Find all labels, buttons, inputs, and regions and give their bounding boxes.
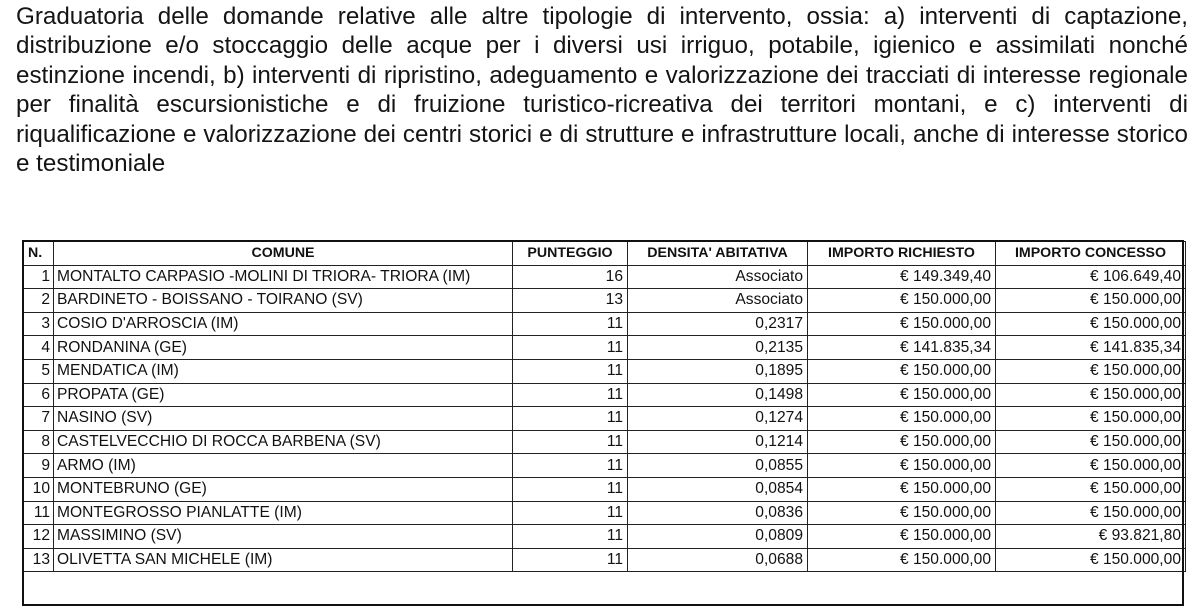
cell-n: 1	[24, 265, 54, 289]
cell-punteggio: 11	[513, 454, 628, 478]
table-row	[24, 454, 1186, 478]
cell-comune: MASSIMINO (SV)	[54, 525, 513, 549]
document-title: Graduatoria delle domande relative alle altre tipologie di intervento, ossia: a) interventi di captazione, distribuzione e/o stoccaggio delle acque per i diversi usi irriguo, potabile, igienico e assimilati nonché estinzione incendi, b) interventi di ripristino, adeguamento e valorizzazione dei tracciati di interesse regionale per finalità escursionistiche e di fruizione turistico-ricreativa dei territori montani, e c) interventi di riqualificazione e valorizzazione dei centri storici e di strutture e infrastrutture locali, anche di interesse storico e testimoniale	[16, 3, 1188, 178]
cell-importo-richiesto: € 150.000,00	[808, 454, 996, 478]
cell-densita: 0,1274	[628, 407, 808, 431]
cell-importo-concesso: € 150.000,00	[996, 359, 1186, 383]
cell-densita: 0,1498	[628, 383, 808, 407]
cell-importo-richiesto: € 150.000,00	[808, 359, 996, 383]
cell-importo-richiesto: € 150.000,00	[808, 383, 996, 407]
cell-importo-concesso: € 93.821,80	[996, 525, 1186, 549]
cell-importo-concesso: € 106.649,40	[996, 265, 1186, 289]
table-header	[24, 242, 1186, 266]
cell-importo-richiesto: € 150.000,00	[808, 548, 996, 572]
table-row	[24, 312, 1186, 336]
header-comune: COMUNE	[54, 242, 513, 266]
cell-densita: 0,1214	[628, 430, 808, 454]
cell-comune: MONTALTO CARPASIO -MOLINI DI TRIORA- TRIORA (IM)	[54, 265, 513, 289]
table-row	[24, 383, 1186, 407]
cell-importo-concesso: € 150.000,00	[996, 501, 1186, 525]
table-row	[24, 430, 1186, 454]
cell-importo-richiesto: € 141.835,34	[808, 336, 996, 360]
header-importo-richiesto: IMPORTO RICHIESTO	[808, 242, 996, 266]
ranking-table	[23, 241, 1186, 572]
cell-punteggio: 11	[513, 430, 628, 454]
cell-comune: MENDATICA (IM)	[54, 359, 513, 383]
header-importo-concesso: IMPORTO CONCESSO	[996, 242, 1186, 266]
cell-densita: 0,0809	[628, 525, 808, 549]
cell-importo-concesso: € 150.000,00	[996, 548, 1186, 572]
table-row	[24, 265, 1186, 289]
cell-importo-concesso: € 150.000,00	[996, 289, 1186, 313]
cell-importo-richiesto: € 150.000,00	[808, 312, 996, 336]
cell-comune: BARDINETO - BOISSANO - TOIRANO (SV)	[54, 289, 513, 313]
cell-punteggio: 11	[513, 336, 628, 360]
cell-importo-richiesto: € 150.000,00	[808, 430, 996, 454]
cell-comune: MONTEBRUNO (GE)	[54, 477, 513, 501]
header-punteggio: PUNTEGGIO	[513, 242, 628, 266]
cell-comune: ARMO (IM)	[54, 454, 513, 478]
cell-densita: 0,0836	[628, 501, 808, 525]
cell-n: 4	[24, 336, 54, 360]
cell-n: 9	[24, 454, 54, 478]
cell-punteggio: 11	[513, 501, 628, 525]
table-row	[24, 548, 1186, 572]
cell-comune: NASINO (SV)	[54, 407, 513, 431]
cell-densita: Associato	[628, 289, 808, 313]
cell-comune: COSIO D'ARROSCIA (IM)	[54, 312, 513, 336]
cell-importo-concesso: € 141.835,34	[996, 336, 1186, 360]
cell-n: 11	[24, 501, 54, 525]
cell-punteggio: 11	[513, 359, 628, 383]
cell-densita: 0,0854	[628, 477, 808, 501]
table-row	[24, 336, 1186, 360]
cell-punteggio: 11	[513, 548, 628, 572]
cell-punteggio: 11	[513, 477, 628, 501]
cell-n: 12	[24, 525, 54, 549]
table-row	[24, 359, 1186, 383]
cell-densita: Associato	[628, 265, 808, 289]
cell-punteggio: 11	[513, 383, 628, 407]
header-row	[24, 242, 1186, 266]
cell-importo-richiesto: € 149.349,40	[808, 265, 996, 289]
cell-densita: 0,2135	[628, 336, 808, 360]
cell-punteggio: 11	[513, 525, 628, 549]
cell-importo-richiesto: € 150.000,00	[808, 501, 996, 525]
cell-punteggio: 11	[513, 312, 628, 336]
cell-densita: 0,0855	[628, 454, 808, 478]
cell-importo-concesso: € 150.000,00	[996, 454, 1186, 478]
cell-importo-concesso: € 150.000,00	[996, 477, 1186, 501]
header-densita: DENSITA' ABITATIVA	[628, 242, 808, 266]
cell-comune: RONDANINA (GE)	[54, 336, 513, 360]
cell-n: 13	[24, 548, 54, 572]
cell-n: 5	[24, 359, 54, 383]
cell-densita: 0,2317	[628, 312, 808, 336]
cell-n: 8	[24, 430, 54, 454]
cell-n: 10	[24, 477, 54, 501]
cell-comune: PROPATA (GE)	[54, 383, 513, 407]
table-body	[24, 265, 1186, 572]
cell-punteggio: 16	[513, 265, 628, 289]
header-n: N.	[24, 242, 54, 266]
cell-n: 3	[24, 312, 54, 336]
cell-comune: CASTELVECCHIO DI ROCCA BARBENA (SV)	[54, 430, 513, 454]
cell-importo-richiesto: € 150.000,00	[808, 477, 996, 501]
cell-n: 2	[24, 289, 54, 313]
cell-importo-richiesto: € 150.000,00	[808, 289, 996, 313]
table-row	[24, 407, 1186, 431]
cell-densita: 0,0688	[628, 548, 808, 572]
table-row	[24, 289, 1186, 313]
cell-importo-concesso: € 150.000,00	[996, 407, 1186, 431]
table-row	[24, 525, 1186, 549]
cell-importo-concesso: € 150.000,00	[996, 312, 1186, 336]
table-row	[24, 477, 1186, 501]
cell-n: 6	[24, 383, 54, 407]
cell-densita: 0,1895	[628, 359, 808, 383]
cell-punteggio: 11	[513, 407, 628, 431]
cell-importo-richiesto: € 150.000,00	[808, 525, 996, 549]
cell-importo-concesso: € 150.000,00	[996, 383, 1186, 407]
table-row	[24, 501, 1186, 525]
cell-importo-richiesto: € 150.000,00	[808, 407, 996, 431]
cell-importo-concesso: € 150.000,00	[996, 430, 1186, 454]
cell-n: 7	[24, 407, 54, 431]
cell-comune: OLIVETTA SAN MICHELE (IM)	[54, 548, 513, 572]
cell-comune: MONTEGROSSO PIANLATTE (IM)	[54, 501, 513, 525]
cell-punteggio: 13	[513, 289, 628, 313]
